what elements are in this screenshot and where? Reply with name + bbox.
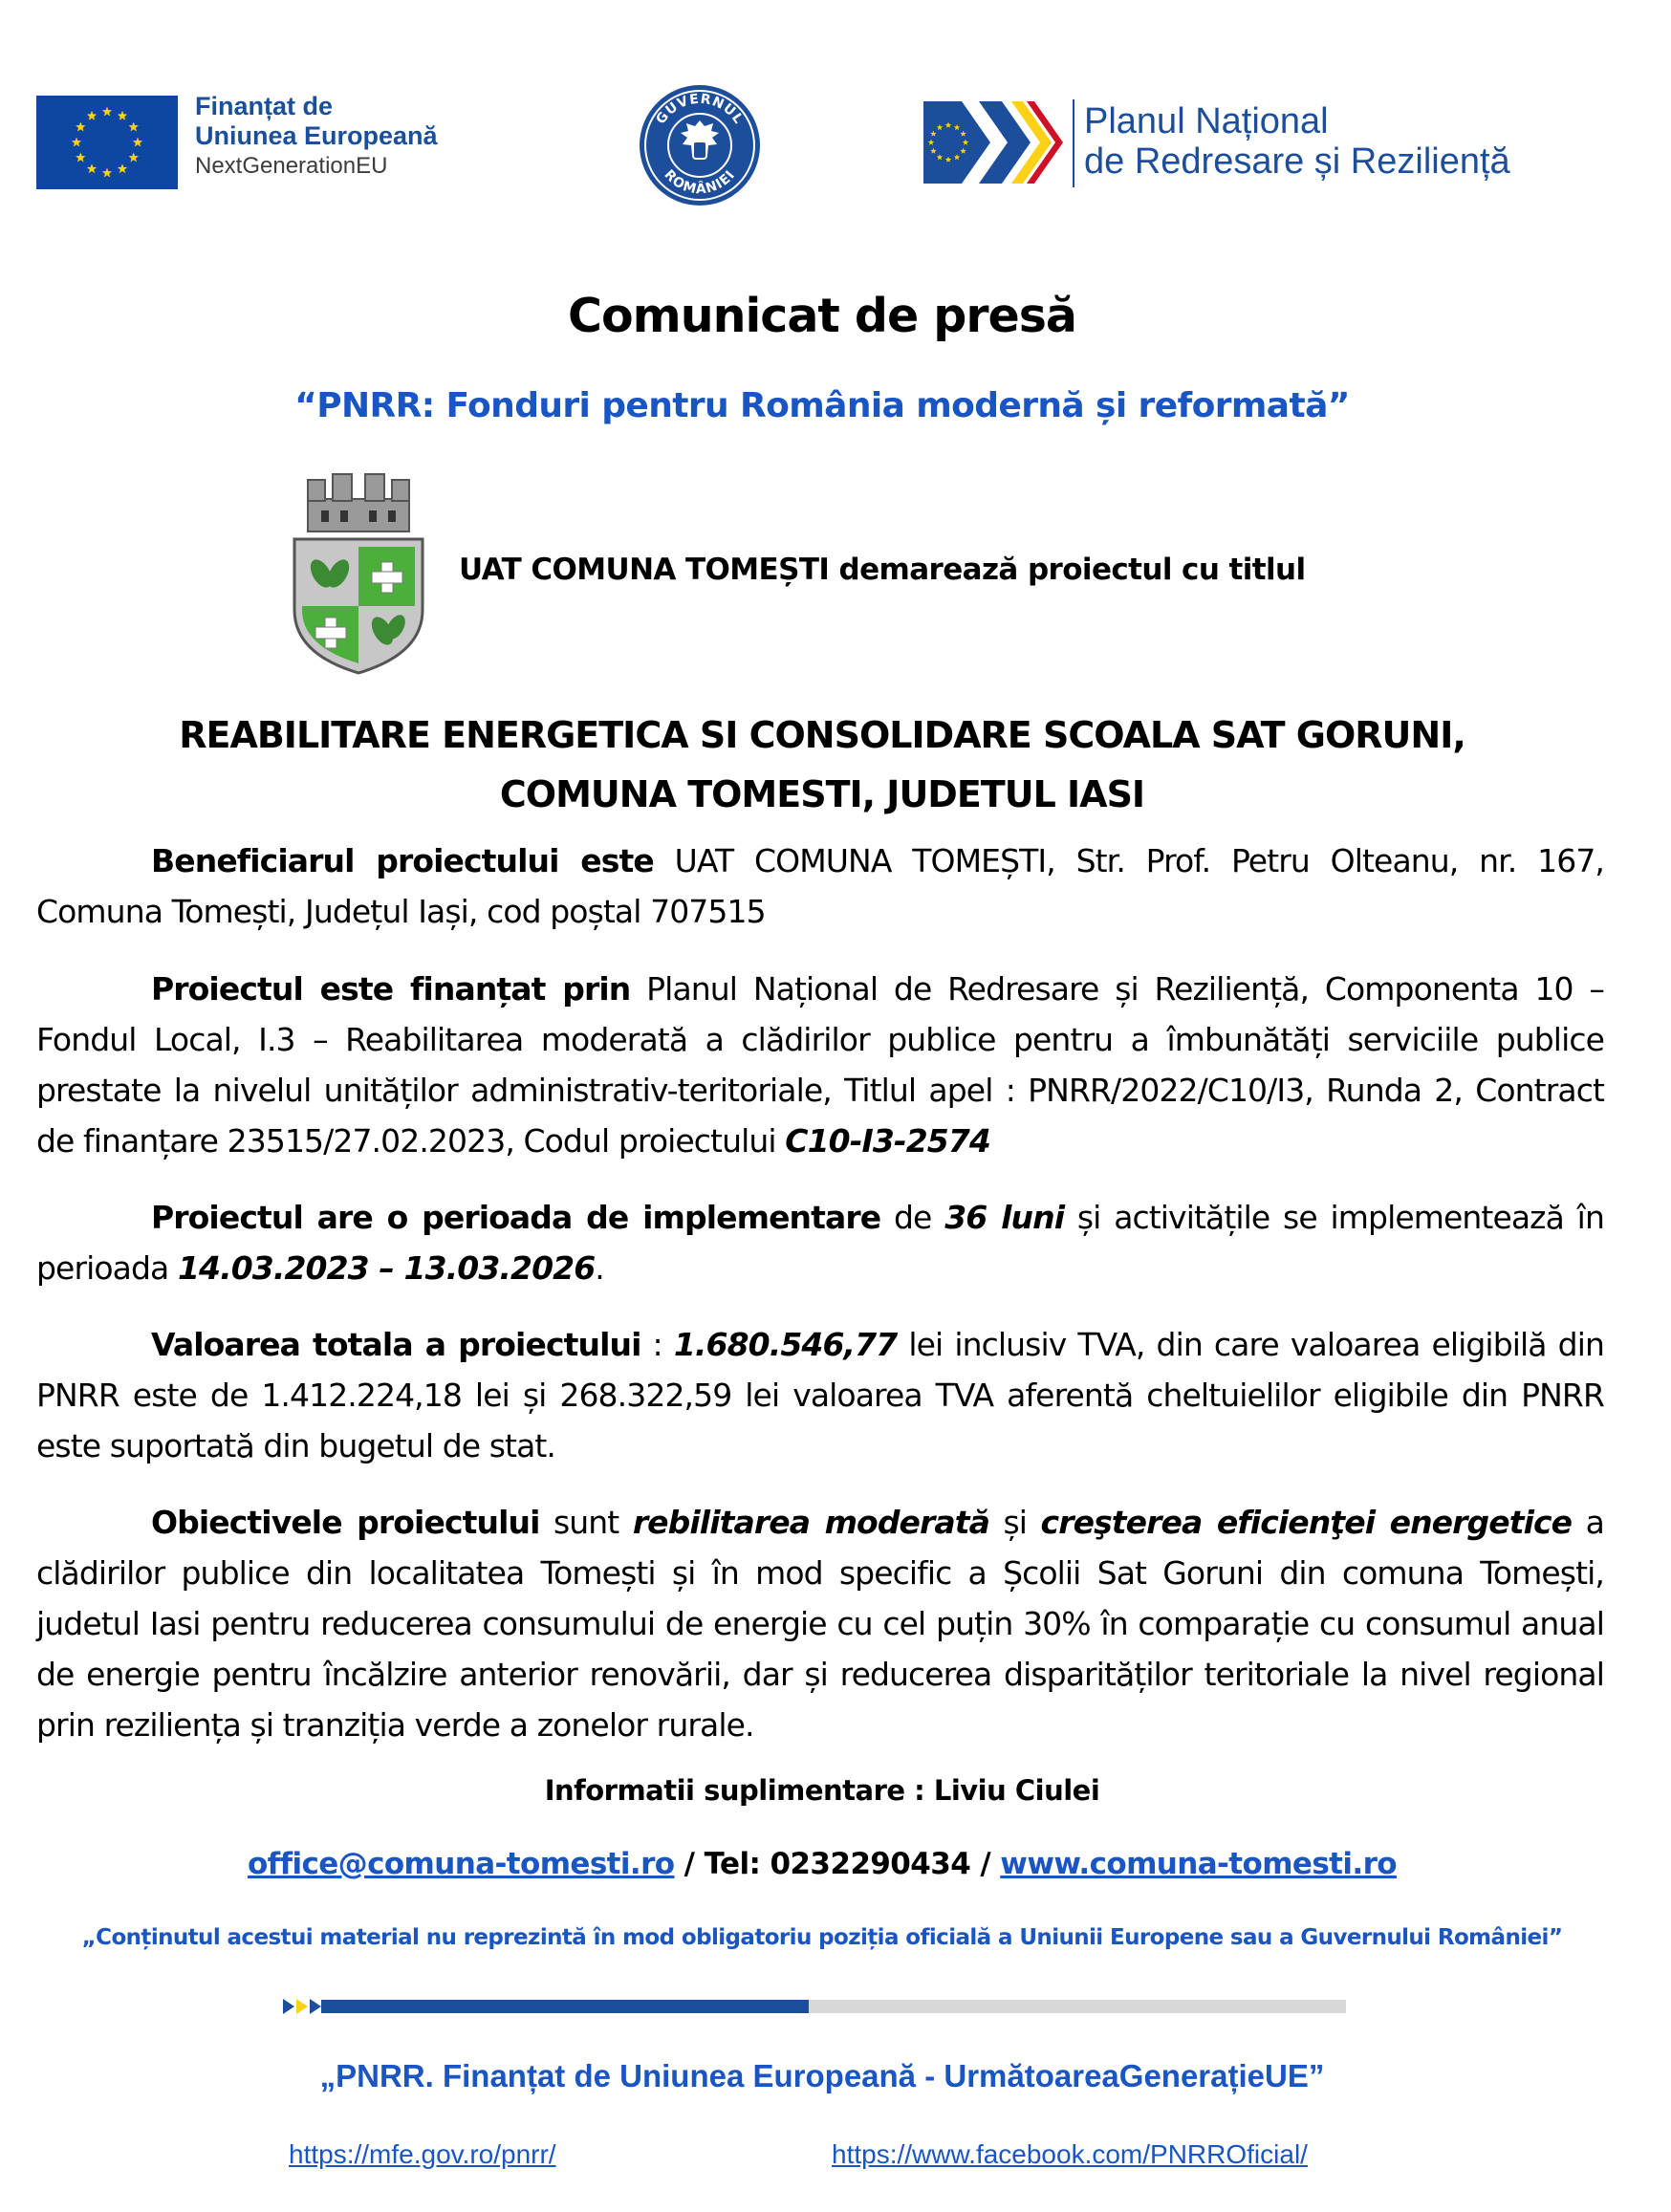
star-icon [76,153,85,163]
paragraph-beneficiary [36,835,1604,937]
value-lead: Valoarea totala a proiectului [151,1326,641,1363]
additional-info: Informatii suplimentare : Liviu Ciulei [544,1774,1100,1807]
star-icon [128,122,138,132]
star-icon [87,163,97,173]
email-link[interactable]: office@comuna-tomesti.ro [247,1847,675,1881]
star-icon [76,122,85,132]
beneficiary-lead: Beneficiarul proiectului este [151,842,654,879]
project-code: C10-I3-2574 [785,1122,990,1160]
star-icon [118,111,127,120]
objectives-lead: Obiectivele proiectului [151,1504,540,1541]
pnrr-logo-text [1084,101,1510,182]
paragraph-objectives [36,1497,1604,1750]
implementation-text-3: . [595,1249,604,1287]
government-seal-logo [637,82,763,208]
objectives-text-1: sunt [539,1504,633,1541]
star-icon [118,163,127,173]
objectives-text-3: a clădirilor publice din localitatea Tomești și în mod specific a Școlii Sat Goruni din comuna Tomești, judetul Iasi pentru reducerea consumului de energie cu cel puțin 30% în comparație cu consumul anual de energie pentru încălzire anterior renovării, dar și reducerea disparităților teritoriale la nivel regional prin reziliența și tranziția verde a zonelor rurale. [36,1504,1604,1744]
funding-lead: Proiectul este finanțat prin [151,970,631,1008]
footer-slogan: „PNRR. Finanțat de Uniunea Europeană - UrmătoareaGenerațieUE” [319,2058,1325,2093]
project-title [0,705,1644,824]
star-icon [128,153,138,163]
pnrr-logo-divider [1073,99,1074,187]
page-subtitle: “PNRR: Fonduri pentru România modernă și reformată” [294,386,1350,425]
page-title: Comunicat de presă [568,289,1076,343]
pnrr-logo-line1: Planul Național [1084,101,1329,141]
phone-text: / Tel: 0232290434 / [674,1847,1001,1881]
paragraph-funding [36,964,1604,1166]
star-icon [87,111,97,120]
eu-logo-line2: Uniunea Europeană [195,121,438,150]
mfe-pnrr-link[interactable]: https://mfe.gov.ro/pnrr/ [289,2139,556,2169]
pnrr-arrows-logo [923,101,1063,184]
objective-1: rebilitarea moderată [632,1504,990,1541]
eu-flag-logo [36,96,178,189]
coat-of-arms-icon [287,466,430,677]
project-title-line1: REABILITARE ENERGETICA SI CONSOLIDARE SCOALA SAT GORUNI, [179,714,1465,756]
objectives-text-2: și [989,1504,1041,1541]
eu-logo-line1: Finanțat de [195,92,334,120]
seal-bottom-text: ROMÂNIEI [661,166,739,198]
value-text-2: lei inclusiv TVA, din care valoarea eligibilă din PNRR este de 1.412.224,18 lei și 268.322,59 lei valoarea TVA aferentă cheltuielilor eligibile din PNRR este suportată din bugetul de stat. [36,1326,1604,1464]
funding-text: Planul Național de Redresare și Reziliență, Componenta 10 – Fondul Local, I.3 – Reabilitarea moderată a clădirilor publice pentru a îmbunătăți serviciile publice prestate la nivelul unităților administrativ-teritoriale, Titlul apel : PNRR/2022/C10/I3, Runda 2, Contract de finanțare 23515/27.02.2023, Codul proiectului [36,970,1605,1160]
implementation-period: 14.03.2023 – 13.03.2026 [177,1249,596,1287]
objective-2: creşterea eficienţei energetice [1040,1504,1573,1541]
contact-line [0,1847,1644,1881]
website-link[interactable]: www.comuna-tomesti.ro [1000,1847,1397,1881]
star-icon [133,138,142,147]
value-text-1: : [640,1326,674,1363]
star-icon [102,107,112,117]
eu-stars-icon [36,96,178,189]
paragraph-implementation [36,1192,1604,1293]
value-total: 1.680.546,77 [673,1326,898,1363]
uat-announcement: UAT COMUNA TOMEȘTI demarează proiectul cu titlul [459,553,1306,587]
implementation-duration: 36 luni [944,1199,1065,1236]
seal-top-text: GUVERNUL [653,91,747,128]
pnrr-logo-line2: de Redresare și Reziliență [1084,141,1510,182]
implementation-text-1: de [880,1199,945,1236]
implementation-lead: Proiectul are o perioada de implementare [151,1199,881,1236]
facebook-pnrr-link[interactable]: https://www.facebook.com/PNRROficial/ [832,2139,1308,2169]
disclaimer: „Conținutul acestui material nu reprezintă în mod obligatoriu poziția oficială a Uniunii Europene sau a Guvernului României” [81,1925,1563,1950]
beneficiary-text: UAT COMUNA TOMEȘTI, Str. Prof. Petru Olteanu, nr. 167, Comuna Tomești, Județul Iași, cod poștal 707515 [36,842,1605,930]
footer-color-bar [283,1996,1346,2017]
implementation-text-2: și activitățile se implementează în perioada [36,1199,1604,1287]
project-title-line2: COMUNA TOMESTI, JUDETUL IASI [499,773,1145,815]
paragraph-value [36,1319,1604,1471]
star-icon [72,138,81,147]
eu-logo-line3: NextGenerationEU [195,153,388,179]
star-icon [102,168,112,178]
eu-funding-logo-text [195,92,438,181]
